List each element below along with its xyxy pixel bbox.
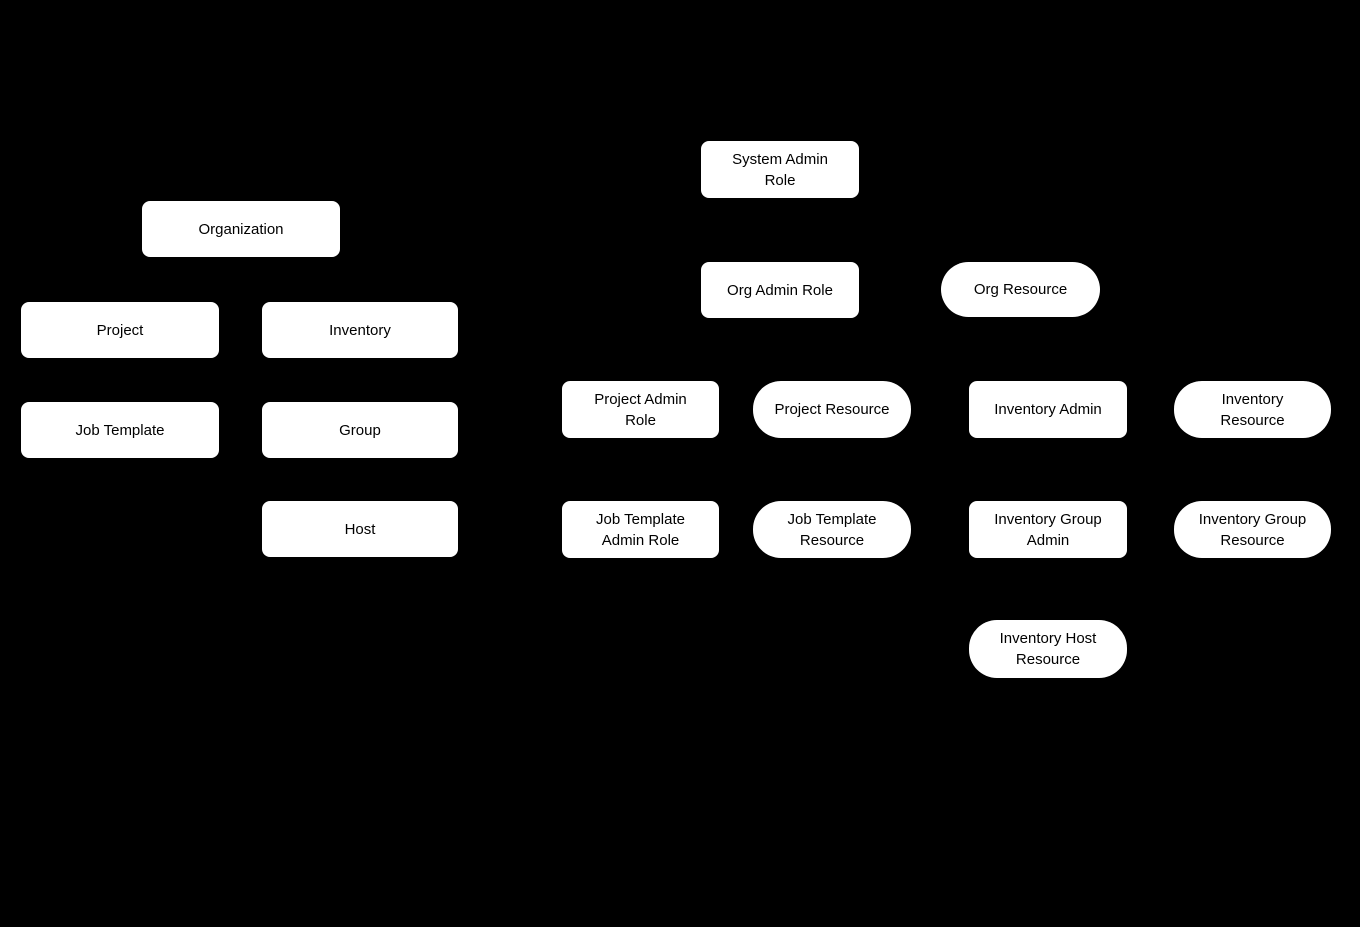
node-label-line: Host <box>344 520 376 538</box>
node-label-line: Group <box>339 421 381 439</box>
node-job-template-resource <box>753 501 911 558</box>
node-label-line: Org Resource <box>973 281 1068 298</box>
node-label-line: Inventory Admin <box>994 401 1102 418</box>
node-label-line: Job Template <box>75 421 165 439</box>
node-inventory-host-resource <box>969 620 1127 678</box>
node-system-admin-role <box>701 141 859 198</box>
node-label-line: Admin <box>1026 531 1070 549</box>
node-job-template <box>21 402 219 458</box>
node-inventory-group-resource <box>1174 501 1331 558</box>
node-label-line: Resource <box>1220 411 1285 429</box>
node-job-template-admin-role <box>562 501 719 558</box>
node-label-line: Role <box>625 411 656 429</box>
node-inventory-admin <box>969 381 1127 438</box>
node-label-line: Resource <box>799 531 865 549</box>
node-project <box>21 302 219 358</box>
node-label-line: Inventory Host <box>999 630 1097 647</box>
node-label-line: Inventory <box>1221 390 1284 408</box>
node-project-resource <box>753 381 911 438</box>
node-label-line: Inventory <box>329 321 391 339</box>
node-label-line: Job Template <box>787 510 877 528</box>
node-label-line: Org Admin Role <box>727 281 833 299</box>
node-label-line: Organization <box>198 220 284 238</box>
node-project-admin-role <box>562 381 719 438</box>
node-group <box>262 402 458 458</box>
node-inventory <box>262 302 458 358</box>
node-label-line: Project Resource <box>774 401 890 418</box>
node-org-resource <box>941 262 1100 317</box>
node-label-line: Admin Role <box>601 531 680 549</box>
node-label-line: Role <box>764 171 796 189</box>
node-label-line: Inventory Group <box>1198 510 1307 528</box>
node-label-line: Resource <box>1015 651 1081 668</box>
node-label-line: Project <box>96 321 144 339</box>
node-organization <box>142 201 340 257</box>
node-label-line: System Admin <box>732 150 828 168</box>
node-label-line: Resource <box>1220 531 1285 549</box>
node-label-line: Project Admin <box>594 390 687 408</box>
node-label-line: Job Template <box>596 510 685 528</box>
node-host <box>262 501 458 557</box>
node-org-admin-role <box>701 262 859 318</box>
node-inventory-resource <box>1174 381 1331 438</box>
node-label-line: Inventory Group <box>994 510 1102 528</box>
node-inventory-group-admin <box>969 501 1127 558</box>
